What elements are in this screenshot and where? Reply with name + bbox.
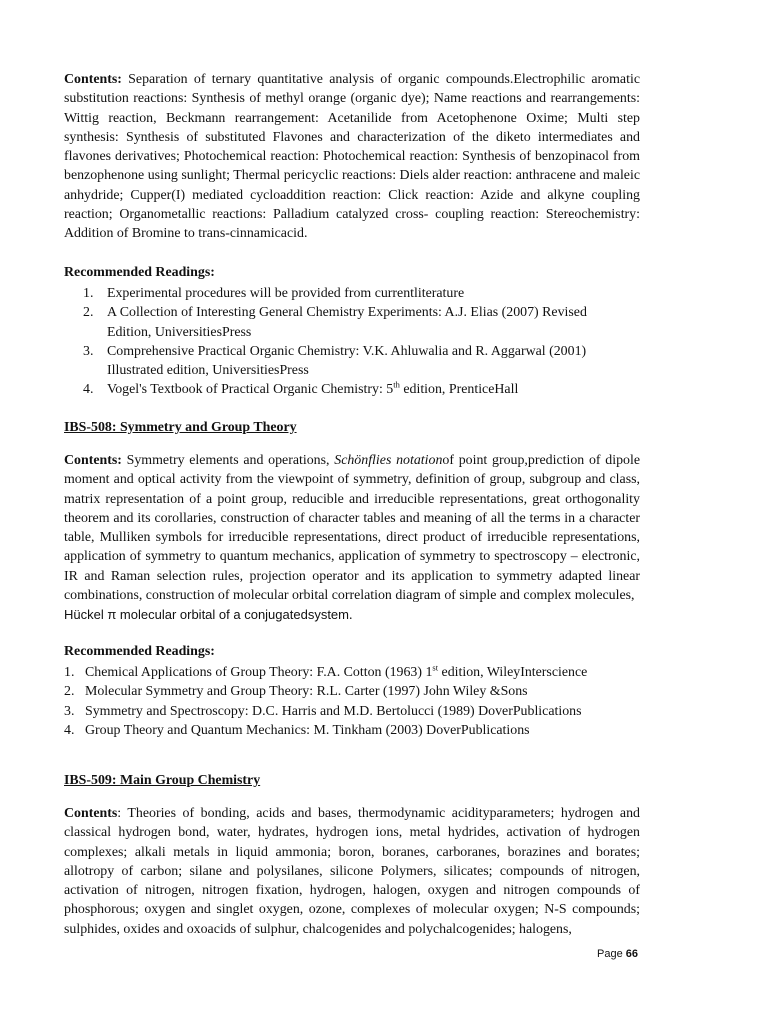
contents-italic: Schönflies notation <box>334 453 443 468</box>
section-heading-ibs-508: IBS-508: Symmetry and Group Theory <box>64 420 297 435</box>
page-number-value: 66 <box>625 948 638 960</box>
list-text: Group Theory and Quantum Mechanics: M. Tinkham (2003) DoverPublications <box>85 722 530 738</box>
contents-paragraph-2 <box>64 451 640 626</box>
list-item <box>83 303 623 342</box>
page-label: Page <box>597 948 626 960</box>
list-text <box>107 379 519 398</box>
contents-text: Separation of ternary quantitative analysis of organic compounds.Electrophilic aromatic substitution reactions: Synthesis of methyl orange (organic dye); Name reactions and rearrangements: Wittig reaction, Beckmann rearrangement: Acetanilide from Acetophenone Oxime; Multi step synthesis: Synthesis of substituted Flavones and characterization of the diketo intermediates and flavones derivatives; Photochemical reaction: Photochemical reaction: Synthesis of benzopinacol from benzophenone using sunlight; Thermal pericyclic reactions: Diels alder reaction: anthracene and maleic anhydride; Cupper(I) mediated cycloaddition reaction: Click reaction: Azide and alkyne coupling reaction; Organometallic reactions: Palladium catalyzed cross- coupling reaction: Stereochemistry: Addition of Bromine to trans-cinnamicacid. <box>64 72 640 242</box>
recommended-readings-heading: Recommended Readings: <box>64 644 215 659</box>
contents-paragraph-3 <box>64 804 640 939</box>
list-item <box>64 721 664 740</box>
list-number: 3. <box>83 343 94 359</box>
contents-paragraph-1 <box>64 70 640 244</box>
contents-label: Contents <box>64 806 118 821</box>
superscript: th <box>393 379 400 390</box>
list-item <box>83 342 623 381</box>
list-number: 1. <box>83 286 94 301</box>
contents-last-text: Hückel π molecular orbital of a conjugatedsystem <box>64 607 349 623</box>
contents-label: Contents: <box>64 72 122 87</box>
list-item <box>64 663 664 682</box>
list-item <box>83 380 623 399</box>
list-item <box>64 702 664 721</box>
list-text-part: Vogel's Textbook of Practical Organic Chemistry: 5 <box>107 382 394 398</box>
contents-text: of point group,prediction of dipole moment and optical activity from the viewpoint of symmetry, definition of group, subgroup and class, matrix representation of a point group, reducible and irreducible representations, great orthogonality theorem and its corollaries, construction of character tables and meaning of all the terms in a character table, Mulliken symbols for irreducible representations, direct product of irreducible representations, application of symmetry to quantum mechanics, application of symmetry to spectroscopy – electronic, IR and Raman selection rules, projection operator and its application to symmetry adapted linear combinations, construction of molecular orbital correlation diagram of simple and complex molecules, <box>64 453 640 604</box>
list-text: Molecular Symmetry and Group Theory: R.L. Carter (1997) John Wiley &Sons <box>85 684 528 700</box>
list-text: Comprehensive Practical Organic Chemistry: V.K. Ahluwalia and R. Aggarwal (2001) Illustrated edition, UniversitiesPress <box>107 343 587 379</box>
list-number: 3. <box>64 703 75 719</box>
contents-text: : Theories of bonding, acids and bases, thermodynamic acidityparameters; hydrogen and classical hydrogen bond, water, hydrates, hydrogen ions, metal hydrides, activation of hydrogen complexes; alkali metals in liquid ammonia; boron, boranes, carboranes, borazines and borates; allotropy of carbon; silane and polysilanes, silicone Polymers, silicates; compounds of nitrogen, activation of nitrogen, nitrogen fixation, hydrogen, halogen, oxygen and nitrogen compounds of phosphorous; oxygen and singlet oxygen, ozone, complexes of molecular oxygen; N-S compounds; sulphides, oxides and oxoacids of sulphur, chalcogenides and polychalcogenides; halogens, <box>64 806 640 937</box>
list-number: 2. <box>64 684 75 700</box>
readings-list-1 <box>83 284 623 400</box>
list-text-part: Chemical Applications of Group Theory: F.A. Cotton (1963) 1 <box>85 665 433 680</box>
list-number: 2. <box>83 305 94 321</box>
list-text: Symmetry and Spectroscopy: D.C. Harris and M.D. Bertolucci (1989) DoverPublications <box>85 703 582 719</box>
list-number: 4. <box>64 722 75 738</box>
section-heading-ibs-509: IBS-509: Main Group Chemistry <box>64 773 261 788</box>
list-text-part: edition, WileyInterscience <box>438 665 588 680</box>
page-number <box>597 948 638 960</box>
list-text <box>85 662 588 680</box>
contents-last-period: . <box>349 608 353 624</box>
list-number: 1. <box>64 665 75 680</box>
contents-last-line <box>64 605 640 625</box>
superscript: st <box>432 662 439 673</box>
recommended-readings-heading: Recommended Readings: <box>64 265 215 280</box>
list-number: 4. <box>83 382 94 398</box>
list-text: Experimental procedures will be provided from currentliterature <box>107 286 465 301</box>
list-item <box>64 682 664 701</box>
list-text: A Collection of Interesting General Chemistry Experiments: A.J. Elias (2007) Revised Edition, UniversitiesPress <box>107 305 587 340</box>
list-text-part: edition, PrenticeHall <box>399 382 519 398</box>
readings-list-2 <box>64 663 664 740</box>
contents-label: Contents: <box>64 453 122 468</box>
list-item <box>83 284 623 303</box>
contents-text-pre: Symmetry elements and operations, <box>121 453 335 468</box>
